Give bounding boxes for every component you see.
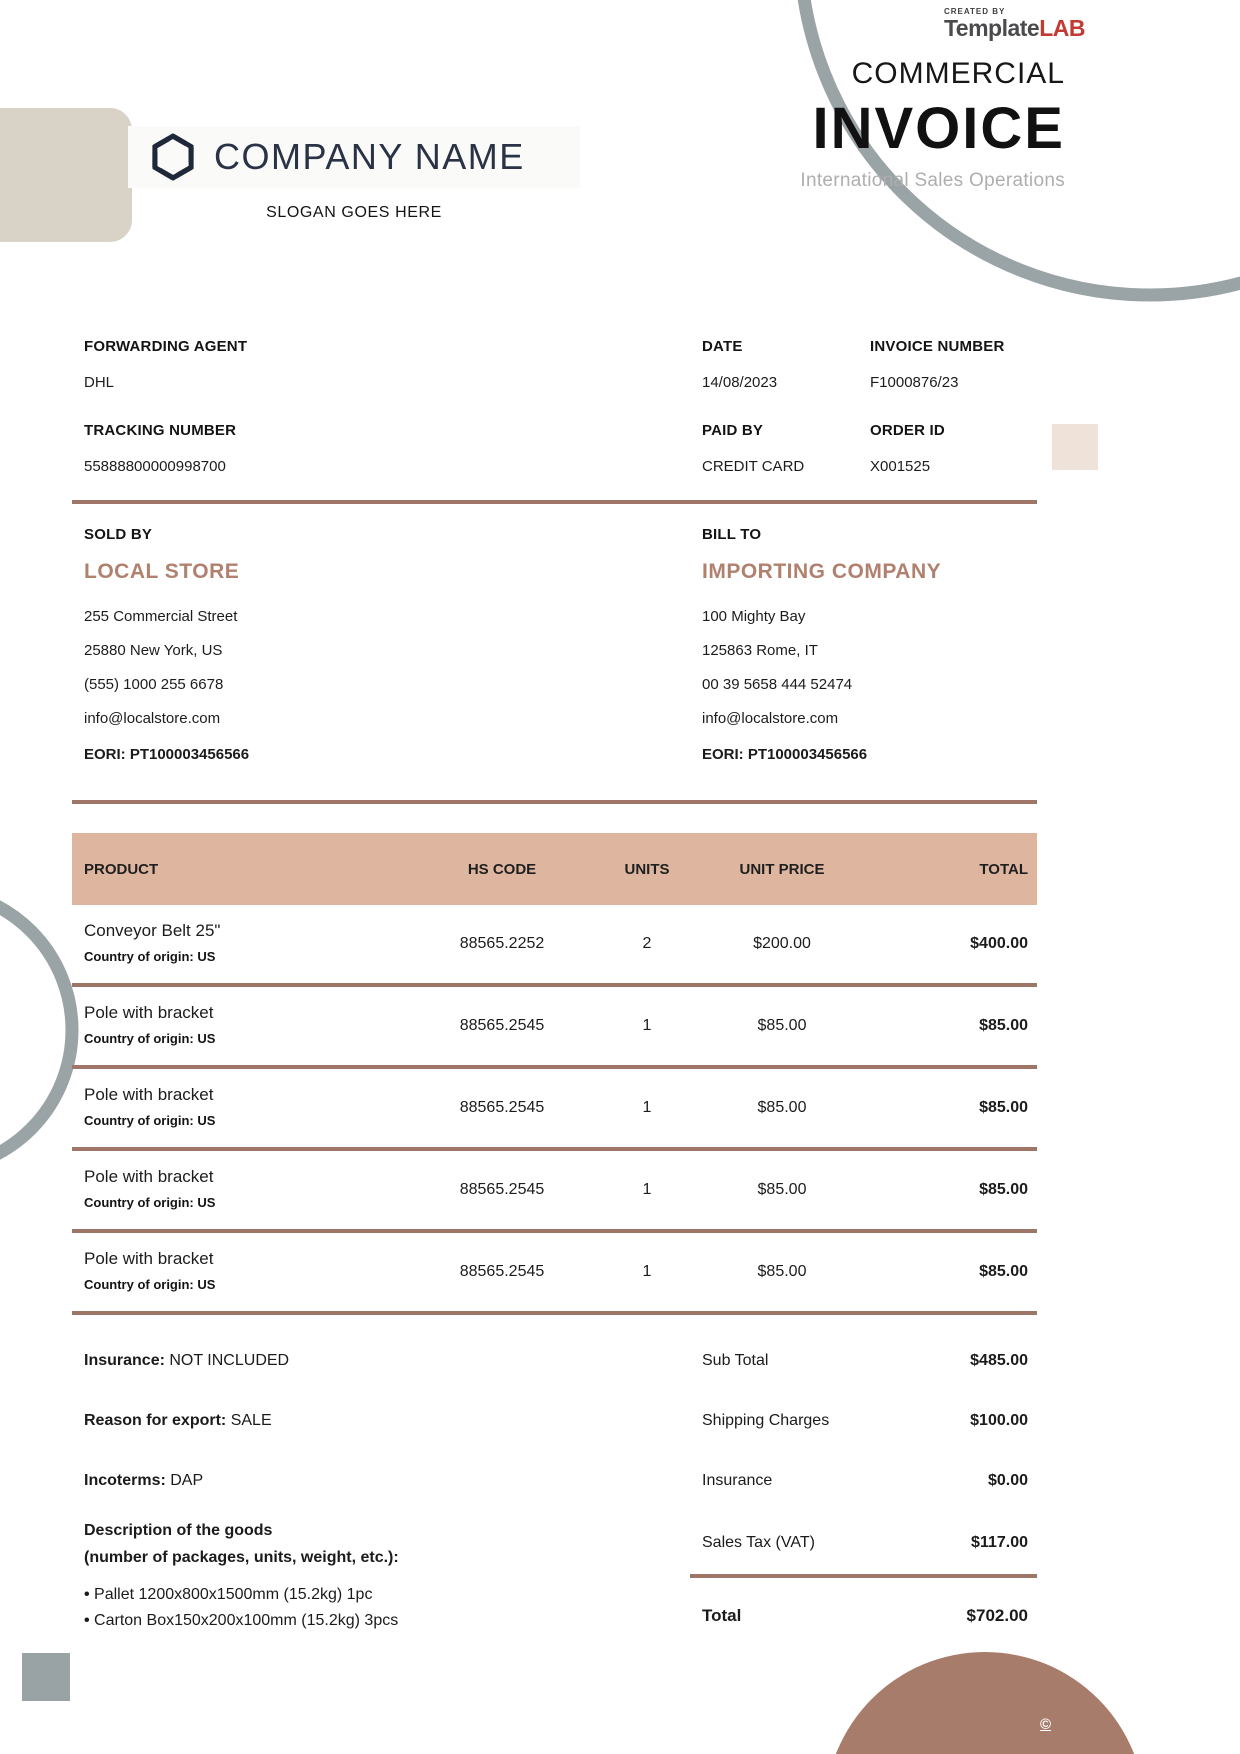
tracking-number-value: 55888800000998700 (84, 458, 226, 475)
product-origin: Country of origin: US (84, 1195, 216, 1210)
product-name: Pole with bracket (84, 1003, 214, 1022)
tan-square-decoration (1052, 424, 1098, 470)
sales-tax-label: Sales Tax (VAT) (702, 1534, 815, 1551)
brand-suffix: LAB (1039, 15, 1085, 41)
units-cell: 1 (642, 1099, 652, 1116)
date-label: DATE (702, 338, 743, 355)
seller-eori: EORI: PT100003456566 (84, 746, 250, 763)
package-item: • Carton Box150x200x100mm (15.2kg) 3pcs (84, 1612, 398, 1630)
product-origin: Country of origin: US (84, 949, 216, 964)
unit-price-cell: $85.00 (757, 1099, 807, 1116)
document-heading (800, 57, 1065, 192)
total-cell: $400.00 (970, 935, 1028, 952)
product-name: Conveyor Belt 25" (84, 921, 221, 940)
bill-to-label: BILL TO (702, 526, 762, 543)
column-header-units: UNITS (624, 860, 670, 878)
product-name: Pole with bracket (84, 1249, 214, 1268)
total-cell: $85.00 (979, 1017, 1028, 1034)
reason-for-export (84, 1412, 272, 1430)
unit-price-cell: $85.00 (757, 1017, 807, 1034)
invoice-number-label: INVOICE NUMBER (870, 338, 1005, 355)
insurance-label: Insurance (702, 1472, 773, 1489)
package-item: • Pallet 1200x800x1500mm (15.2kg) 1pc (84, 1586, 372, 1604)
incoterms-label: Incoterms: (84, 1472, 166, 1489)
buyer-name: IMPORTING COMPANY (702, 560, 942, 583)
grand-total-label: Total (702, 1606, 742, 1625)
seller-phone: (555) 1000 255 6678 (84, 676, 224, 693)
seller-email: info@localstore.com (84, 710, 221, 727)
buyer-phone: 00 39 5658 444 52474 (702, 676, 853, 693)
total-cell: $85.00 (979, 1263, 1028, 1280)
table-row (72, 1233, 1037, 1311)
total-cell: $85.00 (979, 1181, 1028, 1198)
column-header-product: PRODUCT (84, 860, 159, 878)
hs-code-cell: 88565.2252 (459, 935, 545, 952)
forwarding-agent-value: DHL (84, 374, 115, 391)
table-row (72, 987, 1037, 1065)
insurance-info (84, 1352, 289, 1370)
reason-label: Reason for export: (84, 1412, 227, 1429)
insurance-value: $0.00 (987, 1472, 1028, 1489)
product-name: Pole with bracket (84, 1085, 214, 1104)
paid-by-value: CREDIT CARD (702, 458, 805, 475)
reason-value: SALE (230, 1412, 272, 1429)
grand-total-value: $702.00 (966, 1606, 1028, 1625)
divider (72, 500, 1037, 504)
table-header (72, 833, 1037, 905)
buyer-eori: EORI: PT100003456566 (702, 746, 868, 763)
table-row (72, 905, 1037, 983)
table-row (72, 1069, 1037, 1147)
divider (72, 800, 1037, 804)
product-origin: Country of origin: US (84, 1113, 216, 1128)
company-logo-icon (148, 132, 198, 182)
brand-name: Template (943, 15, 1040, 41)
insurance-info-value: NOT INCLUDED (169, 1352, 290, 1369)
hs-code-cell: 88565.2545 (459, 1099, 545, 1116)
column-header-unit-price: UNIT PRICE (739, 860, 825, 878)
shipping-label: Shipping Charges (702, 1412, 830, 1429)
brand-eyebrow: CREATED BY (943, 7, 1006, 16)
company-name: COMPANY NAME (214, 136, 525, 177)
incoterms (84, 1472, 203, 1490)
hs-code-cell: 88565.2545 (459, 1181, 545, 1198)
seller-address-line: 255 Commercial Street (84, 608, 238, 625)
paid-by-label: PAID BY (702, 422, 764, 439)
beige-corner-block (0, 108, 132, 242)
buyer-address-line: 100 Mighty Bay (702, 608, 806, 625)
buyer-email: info@localstore.com (702, 710, 839, 727)
units-cell: 1 (642, 1181, 652, 1198)
product-origin: Country of origin: US (84, 1277, 216, 1292)
seller-address-line: 25880 New York, US (84, 642, 223, 659)
company-slogan: SLOGAN GOES HERE (266, 204, 442, 221)
templatelab-logo (944, 8, 1085, 40)
divider (690, 1574, 1037, 1578)
order-id-value: X001525 (870, 458, 931, 475)
unit-price-cell: $85.00 (757, 1181, 807, 1198)
sales-tax-value: $117.00 (971, 1534, 1028, 1551)
total-cell: $85.00 (979, 1099, 1028, 1116)
table-row (72, 1151, 1037, 1229)
shipping-value: $100.00 (970, 1412, 1028, 1429)
incoterms-value: DAP (170, 1472, 204, 1489)
subtotal-value: $485.00 (970, 1352, 1028, 1369)
unit-price-cell: $85.00 (757, 1263, 807, 1280)
document-type: COMMERCIAL (851, 57, 1065, 90)
buyer-address-line: 125863 Rome, IT (702, 642, 818, 659)
hs-code-cell: 88565.2545 (459, 1017, 545, 1034)
units-cell: 2 (642, 935, 652, 952)
units-cell: 1 (642, 1017, 652, 1034)
document-subtitle: International Sales Operations (800, 170, 1065, 191)
product-origin: Country of origin: US (84, 1031, 216, 1046)
column-header-total: TOTAL (979, 860, 1028, 878)
page-title: INVOICE (812, 96, 1065, 161)
product-name: Pole with bracket (84, 1167, 214, 1186)
column-header-hs-code: HS CODE (467, 860, 537, 878)
order-id-label: ORDER ID (870, 422, 945, 439)
invoice-number-value: F1000876/23 (870, 374, 959, 391)
divider (72, 1311, 1037, 1315)
gray-square-decoration (22, 1653, 70, 1701)
subtotal-label: Sub Total (702, 1352, 769, 1369)
tracking-number-label: TRACKING NUMBER (84, 422, 237, 439)
units-cell: 1 (642, 1263, 652, 1280)
goods-description-subtitle: (number of packages, units, weight, etc.): (84, 1549, 399, 1566)
sold-by-label: SOLD BY (84, 526, 153, 543)
company-header (128, 126, 580, 188)
date-value: 14/08/2023 (702, 374, 778, 391)
seller-name: LOCAL STORE (84, 560, 240, 583)
insurance-info-label: Insurance: (84, 1352, 165, 1369)
forwarding-agent-label: FORWARDING AGENT (84, 338, 248, 355)
unit-price-cell: $200.00 (753, 935, 811, 952)
copyright-mark: © (1040, 1716, 1052, 1733)
hs-code-cell: 88565.2545 (459, 1263, 545, 1280)
goods-description-title: Description of the goods (84, 1522, 273, 1539)
